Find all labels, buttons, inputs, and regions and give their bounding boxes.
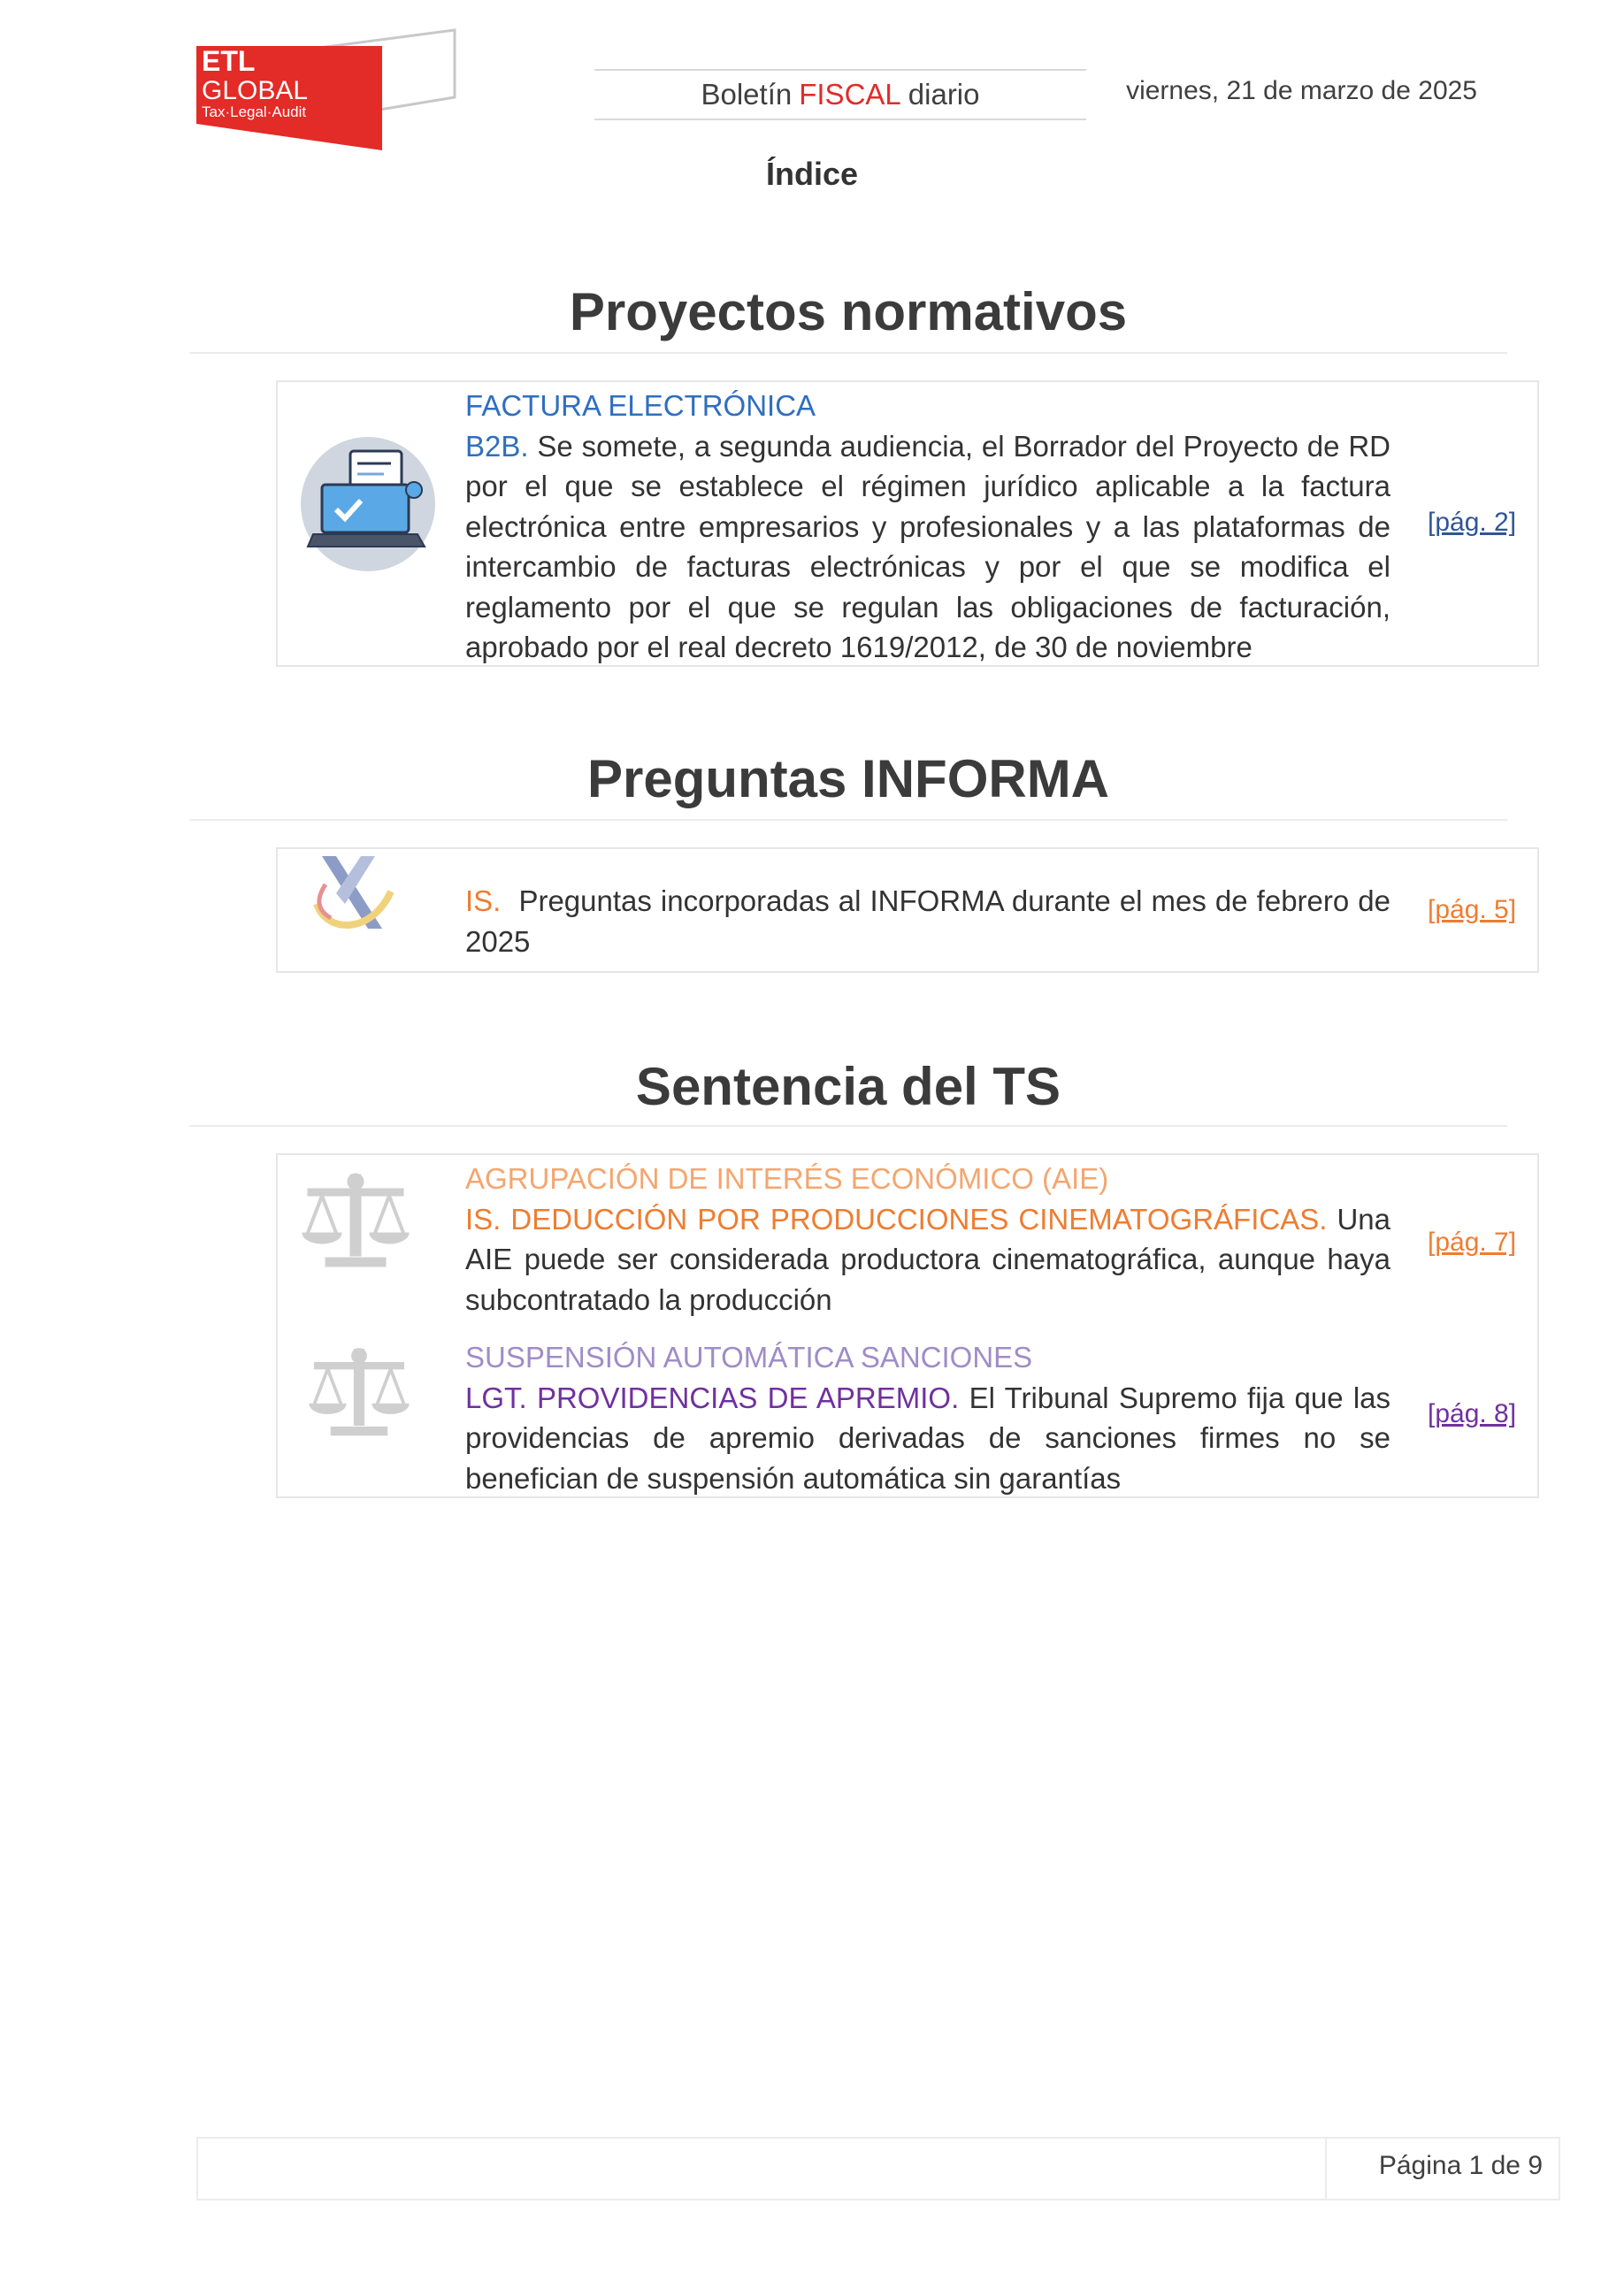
- entry-box-sentencias: [276, 1153, 1539, 1498]
- scales-of-justice-icon: [308, 1343, 410, 1445]
- entry-box-informa: [276, 847, 1539, 973]
- entry-text-suspension: [465, 1337, 1390, 1498]
- section-divider: [189, 352, 1507, 354]
- entry-box-factura: [276, 380, 1539, 667]
- entry-description: Se somete, a segunda audiencia, el Borrador del Proyecto de RD por el que se establece el régimen jurídico aplicable a la factura electrónica entre empresarios y profesionales y a las plataformas de intercambio de facturas electrónicas y por el que se modifica el reglamento por el que se regulan las obligaciones de facturación, aprobado por el real decreto 1619/2012, de 30 de noviembre: [465, 429, 1390, 663]
- logo-etl-text: ETL: [202, 45, 256, 77]
- page-ref-link[interactable]: [pág. 5]: [1428, 895, 1517, 924]
- entry-text-informa: [465, 881, 1390, 961]
- entry-category: FACTURA ELECTRÓNICA: [465, 389, 816, 422]
- section-divider: [189, 1125, 1507, 1127]
- entry-lead: LGT. PROVIDENCIAS DE APREMIO.: [465, 1381, 960, 1414]
- e-invoice-laptop-icon: [299, 435, 437, 573]
- page-ref-link[interactable]: [pág. 2]: [1428, 508, 1517, 537]
- page-ref-link[interactable]: [pág. 8]: [1428, 1399, 1517, 1428]
- tax-agency-logo-icon: [310, 853, 402, 934]
- section-title-informa: Preguntas INFORMA: [586, 749, 1110, 808]
- entry-category: SUSPENSIÓN AUTOMÁTICA SANCIONES: [465, 1341, 1033, 1374]
- entry-category: AGRUPACIÓN DE INTERÉS ECONÓMICO (AIE): [465, 1162, 1109, 1195]
- entry-description: Preguntas incorporadas al INFORMA durante el mes de febrero de 2025: [465, 884, 1390, 958]
- entry-lead: B2B.: [465, 429, 529, 463]
- etl-global-logo: [196, 27, 462, 159]
- page-ref-link[interactable]: [pág. 7]: [1428, 1228, 1517, 1257]
- entry-description: El Tribunal Supremo fija que las providencias de apremio derivadas de sanciones firmes no se benefician de suspensión automática sin garantías: [465, 1381, 1390, 1495]
- entry-text-factura: [465, 386, 1390, 668]
- bulletin-date: viernes, 21 de marzo de 2025: [1126, 76, 1477, 105]
- entry-lead: IS.: [465, 884, 502, 917]
- logo-tagline-text: Tax·Legal·Audit: [202, 103, 307, 120]
- entry-description: Una AIE puede ser considerada productora cinematográfica, aunque haya subcontratado la producción: [465, 1202, 1390, 1316]
- entry-text-aie: [465, 1159, 1390, 1320]
- logo-global-text: GLOBAL: [202, 76, 309, 105]
- section-title-proyectos: Proyectos normativos: [569, 282, 1128, 341]
- scales-of-justice-icon: [301, 1169, 410, 1275]
- section-divider: [189, 819, 1507, 821]
- page-number: Página 1 de 9: [1378, 2151, 1543, 2180]
- bulletin-prefix: Boletín: [701, 78, 793, 111]
- bulletin-title: [594, 69, 1086, 120]
- section-title-sentencia: Sentencia del TS: [635, 1057, 1061, 1116]
- logo-graphic-icon: [196, 27, 462, 159]
- bulletin-suffix: diario: [908, 78, 980, 111]
- index-title: Índice: [765, 156, 859, 192]
- entry-lead: IS. DEDUCCIÓN POR PRODUCCIONES CINEMATOGRÁFICAS.: [465, 1202, 1328, 1236]
- bulletin-highlight: FISCAL: [799, 78, 901, 111]
